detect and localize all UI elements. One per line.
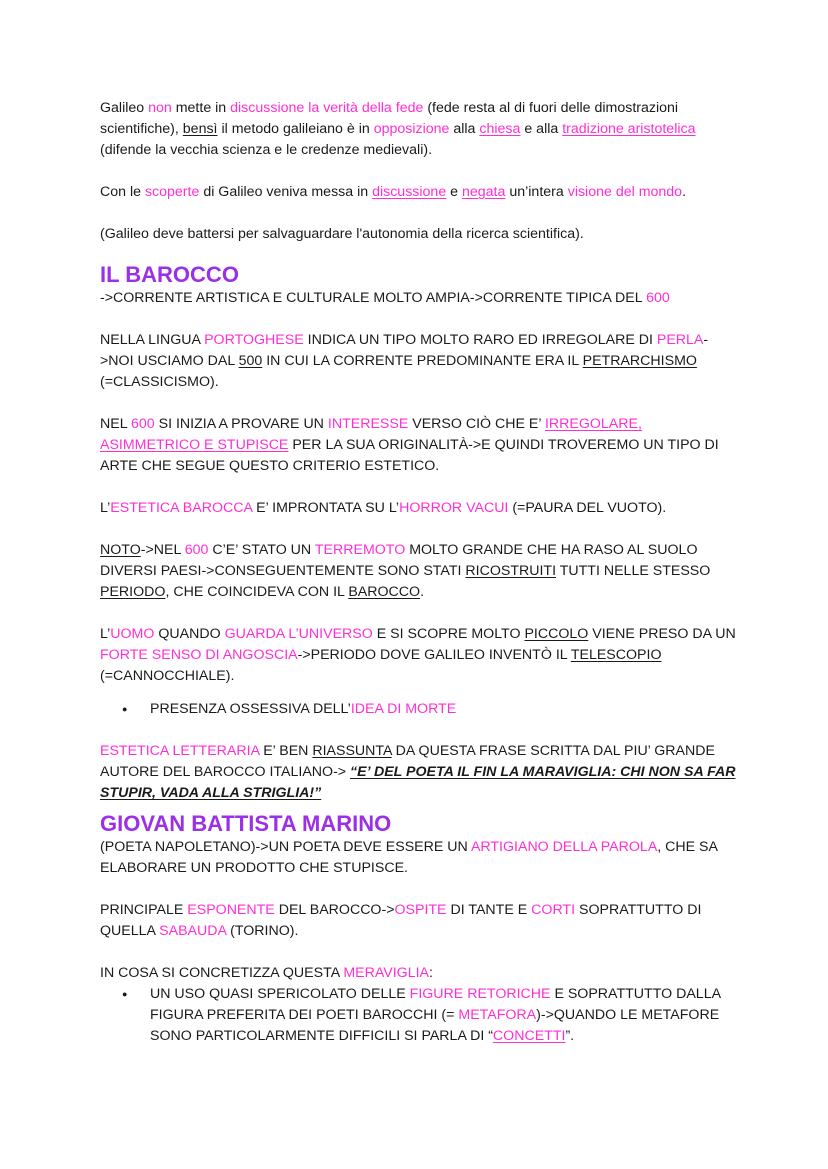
list-item [100, 984, 740, 1047]
highlight-text: GUARDA L’UNIVERSO [224, 626, 373, 642]
highlight-text: non [148, 100, 172, 116]
highlight-underlined-text: CONCETTI [492, 1028, 566, 1044]
text-run: (=CANNOCCHIALE). [100, 668, 235, 684]
highlight-text: CORTI [531, 902, 576, 918]
marino-paragraph-2 [100, 900, 740, 942]
underlined-text: PICCOLO [524, 626, 589, 642]
text-run: (POETA NAPOLETANO)->UN POETA DEVE ESSERE UN [100, 839, 471, 855]
text-run: VERSO CIÒ CHE E’ [408, 416, 545, 432]
highlight-text: MERAVIGLIA [343, 965, 429, 981]
heading-marino: GIOVAN BATTISTA MARINO [100, 811, 392, 836]
text-run: ->CORRENTE ARTISTICA E CULTURALE MOLTO AMPIA->CORRENTE TIPICA DEL [100, 290, 647, 306]
text-run: mette in [171, 100, 231, 116]
barocco-paragraph-5 [100, 540, 740, 603]
highlight-text: opposizione [373, 121, 450, 137]
barocco-paragraph-2 [100, 330, 740, 393]
text-run: TUTTI NELLE STESSO [556, 563, 711, 579]
highlight-underlined-text: discussione [372, 184, 447, 200]
barocco-paragraph-4 [100, 498, 740, 519]
underlined-text: bensì [182, 121, 218, 137]
text-run: (difende la vecchia scienza e le credenze medievali). [100, 142, 433, 158]
text-run: , CHE COINCIDEVA CON IL [165, 584, 349, 600]
highlight-text: TERREMOTO [314, 542, 406, 558]
text-run: E SI SCOPRE MOLTO [372, 626, 525, 642]
underlined-text: BAROCCO [348, 584, 421, 600]
text-run: MOLTO GRANDE CHE HA RASO AL SUOLO DIVERSI PAESI->CONSEGUENTEMENTE SONO STATI [100, 542, 698, 579]
highlight-text: OSPITE [394, 902, 447, 918]
highlight-text: HORROR VACUI [399, 500, 509, 516]
underlined-text: PETRARCHISMO [582, 353, 697, 369]
highlight-text: FORTE SENSO DI ANGOSCIA [100, 647, 298, 663]
underlined-text: RIASSUNTA [312, 743, 392, 759]
text-run: , CHE SA ELABORARE UN PRODOTTO CHE STUPISCE. [100, 839, 718, 876]
highlight-text: ESTETICA LETTERARIA [100, 743, 260, 759]
text-run: E SOPRATTUTTO DALLA FIGURA PREFERITA DEI POETI BAROCCHI (= [150, 986, 721, 1023]
text-run: e alla [520, 121, 563, 137]
underlined-text: PERIODO [100, 584, 166, 600]
highlight-text: 600 [131, 416, 155, 432]
underlined-text: 500 [238, 353, 263, 369]
heading-barocco: IL BAROCCO [100, 262, 239, 287]
highlight-text: PORTOGHESE [204, 332, 304, 348]
text-run: (=CLASSICISMO). [100, 374, 219, 390]
underlined-text: RICOSTRUITI [465, 563, 557, 579]
text-run: ”. [565, 1028, 575, 1044]
text-run: (TORINO). [226, 923, 299, 939]
text-run: L’ [100, 626, 111, 642]
text-run: ->PERIODO DOVE GALILEO INVENTÒ IL [297, 647, 571, 663]
highlight-text: visione del mondo [567, 184, 683, 200]
highlight-text: UOMO [110, 626, 155, 642]
barocco-paragraph-7 [100, 741, 740, 804]
text-run: IN COSA SI CONCRETIZZA QUESTA [100, 965, 344, 981]
galileo-paragraph-3: (Galileo deve battersi per salvaguardare l'autonomia della ricerca scientifica). [100, 226, 584, 242]
text-run: SI INIZIA A PROVARE UN [154, 416, 328, 432]
text-run: (=PAURA DEL VUOTO). [508, 500, 667, 516]
highlight-underlined-text: IRREGOLARE, ASIMMETRICO E STUPISCE [100, 416, 642, 453]
list-item [100, 699, 740, 720]
text-run: IN CUI LA CORRENTE PREDOMINANTE ERA IL [262, 353, 583, 369]
highlight-text: PERLA [656, 332, 704, 348]
highlight-text: discussione la verità della fede [230, 100, 424, 116]
highlight-text: FIGURE RETORICHE [409, 986, 551, 1002]
text-run: : [429, 965, 433, 981]
galileo-paragraph-2 [100, 182, 740, 203]
text-run: Con le [100, 184, 145, 200]
text-run: Galileo [100, 100, 149, 116]
text-run: PRESENZA OSSESSIVA DELL’ [150, 701, 351, 717]
text-run: NELLA LINGUA [100, 332, 205, 348]
barocco-paragraph-3 [100, 414, 740, 477]
marino-paragraph-1 [100, 837, 740, 879]
barocco-bullet-list [100, 699, 740, 720]
text-run: (fede resta al di fuori delle dimostrazioni scientifiche), [100, 100, 679, 137]
text-run: alla [449, 121, 480, 137]
highlight-underlined-text: tradizione aristotelica [562, 121, 696, 137]
highlight-underlined-text: chiesa [479, 121, 521, 137]
text-run: C’E’ STATO UN [208, 542, 315, 558]
highlight-text: scoperte [144, 184, 200, 200]
highlight-text: ESPONENTE [187, 902, 275, 918]
text-run: . [420, 584, 425, 600]
text-run: INDICA UN TIPO MOLTO RARO ED IRREGOLARE DI [303, 332, 657, 348]
underlined-text: TELESCOPIO [570, 647, 662, 663]
text-run: UN USO QUASI SPERICOLATO DELLE [150, 986, 410, 1002]
highlight-text: SABAUDA [159, 923, 227, 939]
text-run: DA QUESTA FRASE SCRITTA DAL PIU’ GRANDE AUTORE DEL BAROCCO ITALIANO-> [100, 743, 715, 780]
text-run: ->NOI USCIAMO DAL [100, 332, 709, 369]
document-page [100, 98, 740, 1047]
text-run: L’ [100, 500, 111, 516]
highlight-text: ESTETICA BAROCCA [110, 500, 253, 516]
text-run: SOPRATTUTTO DI QUELLA [100, 902, 702, 939]
text-run: VIENE PRESO DA UN [588, 626, 736, 642]
text-run: )->QUANDO LE METAFORE SONO PARTICOLARMENTE DIFFICILI SI PARLA DI “ [150, 1007, 720, 1044]
barocco-paragraph-6 [100, 624, 740, 687]
underlined-text: NOTO [100, 542, 141, 558]
text-run: QUANDO [154, 626, 225, 642]
text-run: di Galileo veniva messa in [199, 184, 373, 200]
text-run: E’ IMPRONTATA SU L’ [252, 500, 400, 516]
highlight-text: INTERESSE [327, 416, 409, 432]
marino-bullet-list [100, 984, 740, 1047]
marino-paragraph-3 [100, 963, 740, 984]
text-run: DI TANTE E [446, 902, 532, 918]
highlight-underlined-text: negata [462, 184, 506, 200]
barocco-paragraph-1 [100, 288, 740, 309]
highlight-text: 600 [184, 542, 209, 558]
text-run: . [682, 184, 687, 200]
text-run: ->NEL [140, 542, 185, 558]
highlight-text: 600 [646, 290, 670, 306]
text-run: PRINCIPALE [100, 902, 188, 918]
highlight-text: ARTIGIANO DELLA PAROLA [470, 839, 658, 855]
highlight-text: METAFORA [458, 1007, 537, 1023]
text-run: e [446, 184, 462, 200]
highlight-text: IDEA DI MORTE [350, 701, 457, 717]
text-run: il metodo galileiano è in [217, 121, 374, 137]
text-run: NEL [100, 416, 132, 432]
text-run: DEL BAROCCO-> [274, 902, 395, 918]
text-run: E’ BEN [259, 743, 313, 759]
quote-text: “E’ DEL POETA IL FIN LA MARAVIGLIA: CHI NON SA FAR STUPIR, VADA ALLA STRIGLIA!” [100, 764, 736, 801]
galileo-paragraph-1 [100, 98, 740, 161]
text-run: un’intera [505, 184, 568, 200]
text-run: PER LA SUA ORIGINALITÀ->E QUINDI TROVEREMO UN TIPO DI ARTE CHE SEGUE QUESTO CRITERIO ESTETICO. [100, 437, 719, 474]
